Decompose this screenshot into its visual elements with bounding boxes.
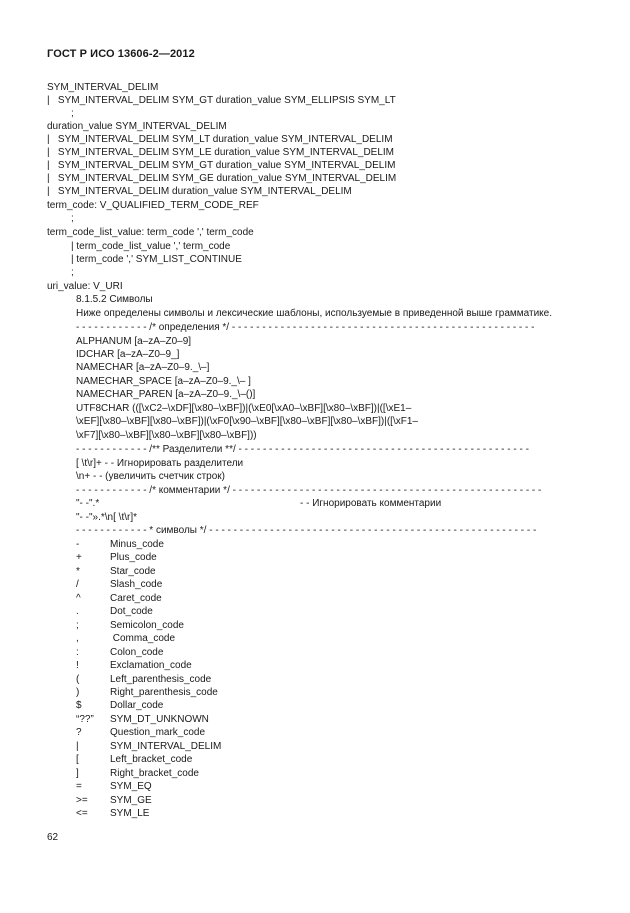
symbol-name: Caret_code [110,593,162,604]
grammar-line: | term_code ',' SYM_LIST_CONTINUE [71,254,242,265]
symbol-char: “??” [76,714,94,725]
symbol-char: ) [76,687,80,698]
comment-pattern: "- -".* [76,498,100,509]
symbol-name: Minus_code [110,539,164,550]
definition-line: NAMECHAR_PAREN [a–zA–Z0–9._\–()] [76,389,256,400]
symbol-name: Dot_code [110,606,153,617]
grammar-line: | SYM_INTERVAL_DELIM SYM_LT duration_value SYM_INTERVAL_DELIM [47,134,393,145]
symbol-name: Right_bracket_code [110,768,199,779]
symbol-char: <= [76,808,88,819]
delimiter-line: \n+ - - (увеличить счетчик строк) [76,471,225,482]
separator-delimiters: - - - - - - - - - - - - /** Разделители **/ - - - - - - - - - - - - - - - - - - - - - - - - - - - - - - - - - - - - - - - - - - - - - - - - [76,444,529,455]
grammar-line: term_code: V_QUALIFIED_TERM_CODE_REF [47,200,259,211]
symbol-name: Colon_code [110,647,164,658]
symbol-name: SYM_EQ [110,781,152,792]
definition-line: ALPHANUM [a–zA–Z0–9] [76,336,192,347]
symbol-char: , [76,633,79,644]
symbol-name: Question_mark_code [110,727,206,738]
grammar-line: ; [71,213,74,224]
grammar-line: uri_value: V_URI [47,281,123,292]
grammar-line: | SYM_INTERVAL_DELIM SYM_LE duration_value SYM_INTERVAL_DELIM [47,147,395,158]
grammar-line: | SYM_INTERVAL_DELIM SYM_GE duration_value SYM_INTERVAL_DELIM [47,173,397,184]
delimiter-line: [ \t\r]+ - - Игнорировать разделители [76,458,244,469]
grammar-line: duration_value SYM_INTERVAL_DELIM [47,121,227,132]
symbol-name: Exclamation_code [110,660,192,671]
grammar-line: | term_code_list_value ',' term_code [71,241,231,252]
symbol-name: SYM_GE [110,795,152,806]
comment-pattern: "- -"».*\n[ \t\r]* [76,512,138,523]
symbol-char: * [76,566,80,577]
symbol-name: Plus_code [110,552,157,563]
symbol-name: Semicolon_code [110,620,184,631]
symbol-name: Right_parenthesis_code [110,687,218,698]
grammar-line: | SYM_INTERVAL_DELIM SYM_GT duration_value SYM_ELLIPSIS SYM_LT [47,95,396,106]
definition-line: \xF7][\x80–\xBF][\x80–\xBF][\x80–\xBF])) [76,430,257,441]
symbol-char: >= [76,795,88,806]
symbol-char: : [76,647,79,658]
page-header-title: ГОСТ Р ИСО 13606-2—2012 [47,48,195,60]
symbol-name: Comma_code [110,633,176,644]
symbol-char: - [76,539,80,550]
symbol-name: SYM_DT_UNKNOWN [110,714,209,725]
symbol-name: Star_code [110,566,156,577]
separator-definitions: - - - - - - - - - - - - /* определения */ - - - - - - - - - - - - - - - - - - - - - - - - - - - - - - - - - - - - - - - - - - - - - - - - - - [76,322,535,333]
section-heading: 8.1.5.2 Символы [76,294,153,305]
symbol-char: [ [76,754,79,765]
definition-line: NAMECHAR [a–zA–Z0–9._\–] [76,362,210,373]
symbol-name: Slash_code [110,579,163,590]
symbol-name: Dollar_code [110,700,164,711]
page-number: 62 [47,832,59,843]
grammar-line: ; [71,108,74,119]
symbol-name: SYM_INTERVAL_DELIM [110,741,222,752]
separator-comments: - - - - - - - - - - - - /* комментарии */ - - - - - - - - - - - - - - - - - - - - - - - - - - - - - - - - - - - - - - - - - - - - - - - - - - - [76,485,542,496]
definition-line: NAMECHAR_SPACE [a–zA–Z0–9._\– ] [76,376,251,387]
symbol-char: ! [76,660,79,671]
grammar-line: term_code_list_value: term_code ',' term_code [47,227,254,238]
definition-line: IDCHAR [a–zA–Z0–9_] [76,349,180,360]
definition-line: \xEF][\x80–\xBF][\x80–\xBF])|(\xF0[\x90–\xBF][\x80–\xBF][\x80–\xBF])|([\xF1– [76,416,418,427]
symbol-name: SYM_LE [110,808,150,819]
symbol-char: = [76,781,82,792]
grammar-line: ; [71,267,74,278]
grammar-line: | SYM_INTERVAL_DELIM SYM_GT duration_value SYM_INTERVAL_DELIM [47,160,396,171]
symbol-char: ( [76,674,80,685]
separator-symbols: - - - - - - - - - - - - * символы */ - - - - - - - - - - - - - - - - - - - - - - - - - - - - - - - - - - - - - - - - - - - - - - - - - - - - - - [76,525,537,536]
comment-note: - - Игнорировать комментарии [300,498,442,509]
symbol-char: ^ [76,593,81,604]
section-intro: Ниже определены символы и лексические шаблоны, используемые в приведенной выше грамматике. [76,308,553,319]
symbol-char: + [76,552,82,563]
symbol-name: Left_parenthesis_code [110,674,212,685]
grammar-line: SYM_INTERVAL_DELIM [47,82,159,93]
symbol-char: | [76,741,79,752]
definition-line: UTF8CHAR (([\xC2–\xDF][\x80–\xBF])|(\xE0[\xA0–\xBF][\x80–\xBF])|([\xE1– [76,403,412,414]
symbol-name: Left_bracket_code [110,754,193,765]
symbol-char: ; [76,620,79,631]
symbol-char: ? [76,727,82,738]
symbol-char: ] [76,768,79,779]
grammar-line: | SYM_INTERVAL_DELIM duration_value SYM_INTERVAL_DELIM [47,186,352,197]
symbol-char: / [76,579,79,590]
symbol-char: . [76,606,79,617]
symbol-char: $ [76,700,82,711]
